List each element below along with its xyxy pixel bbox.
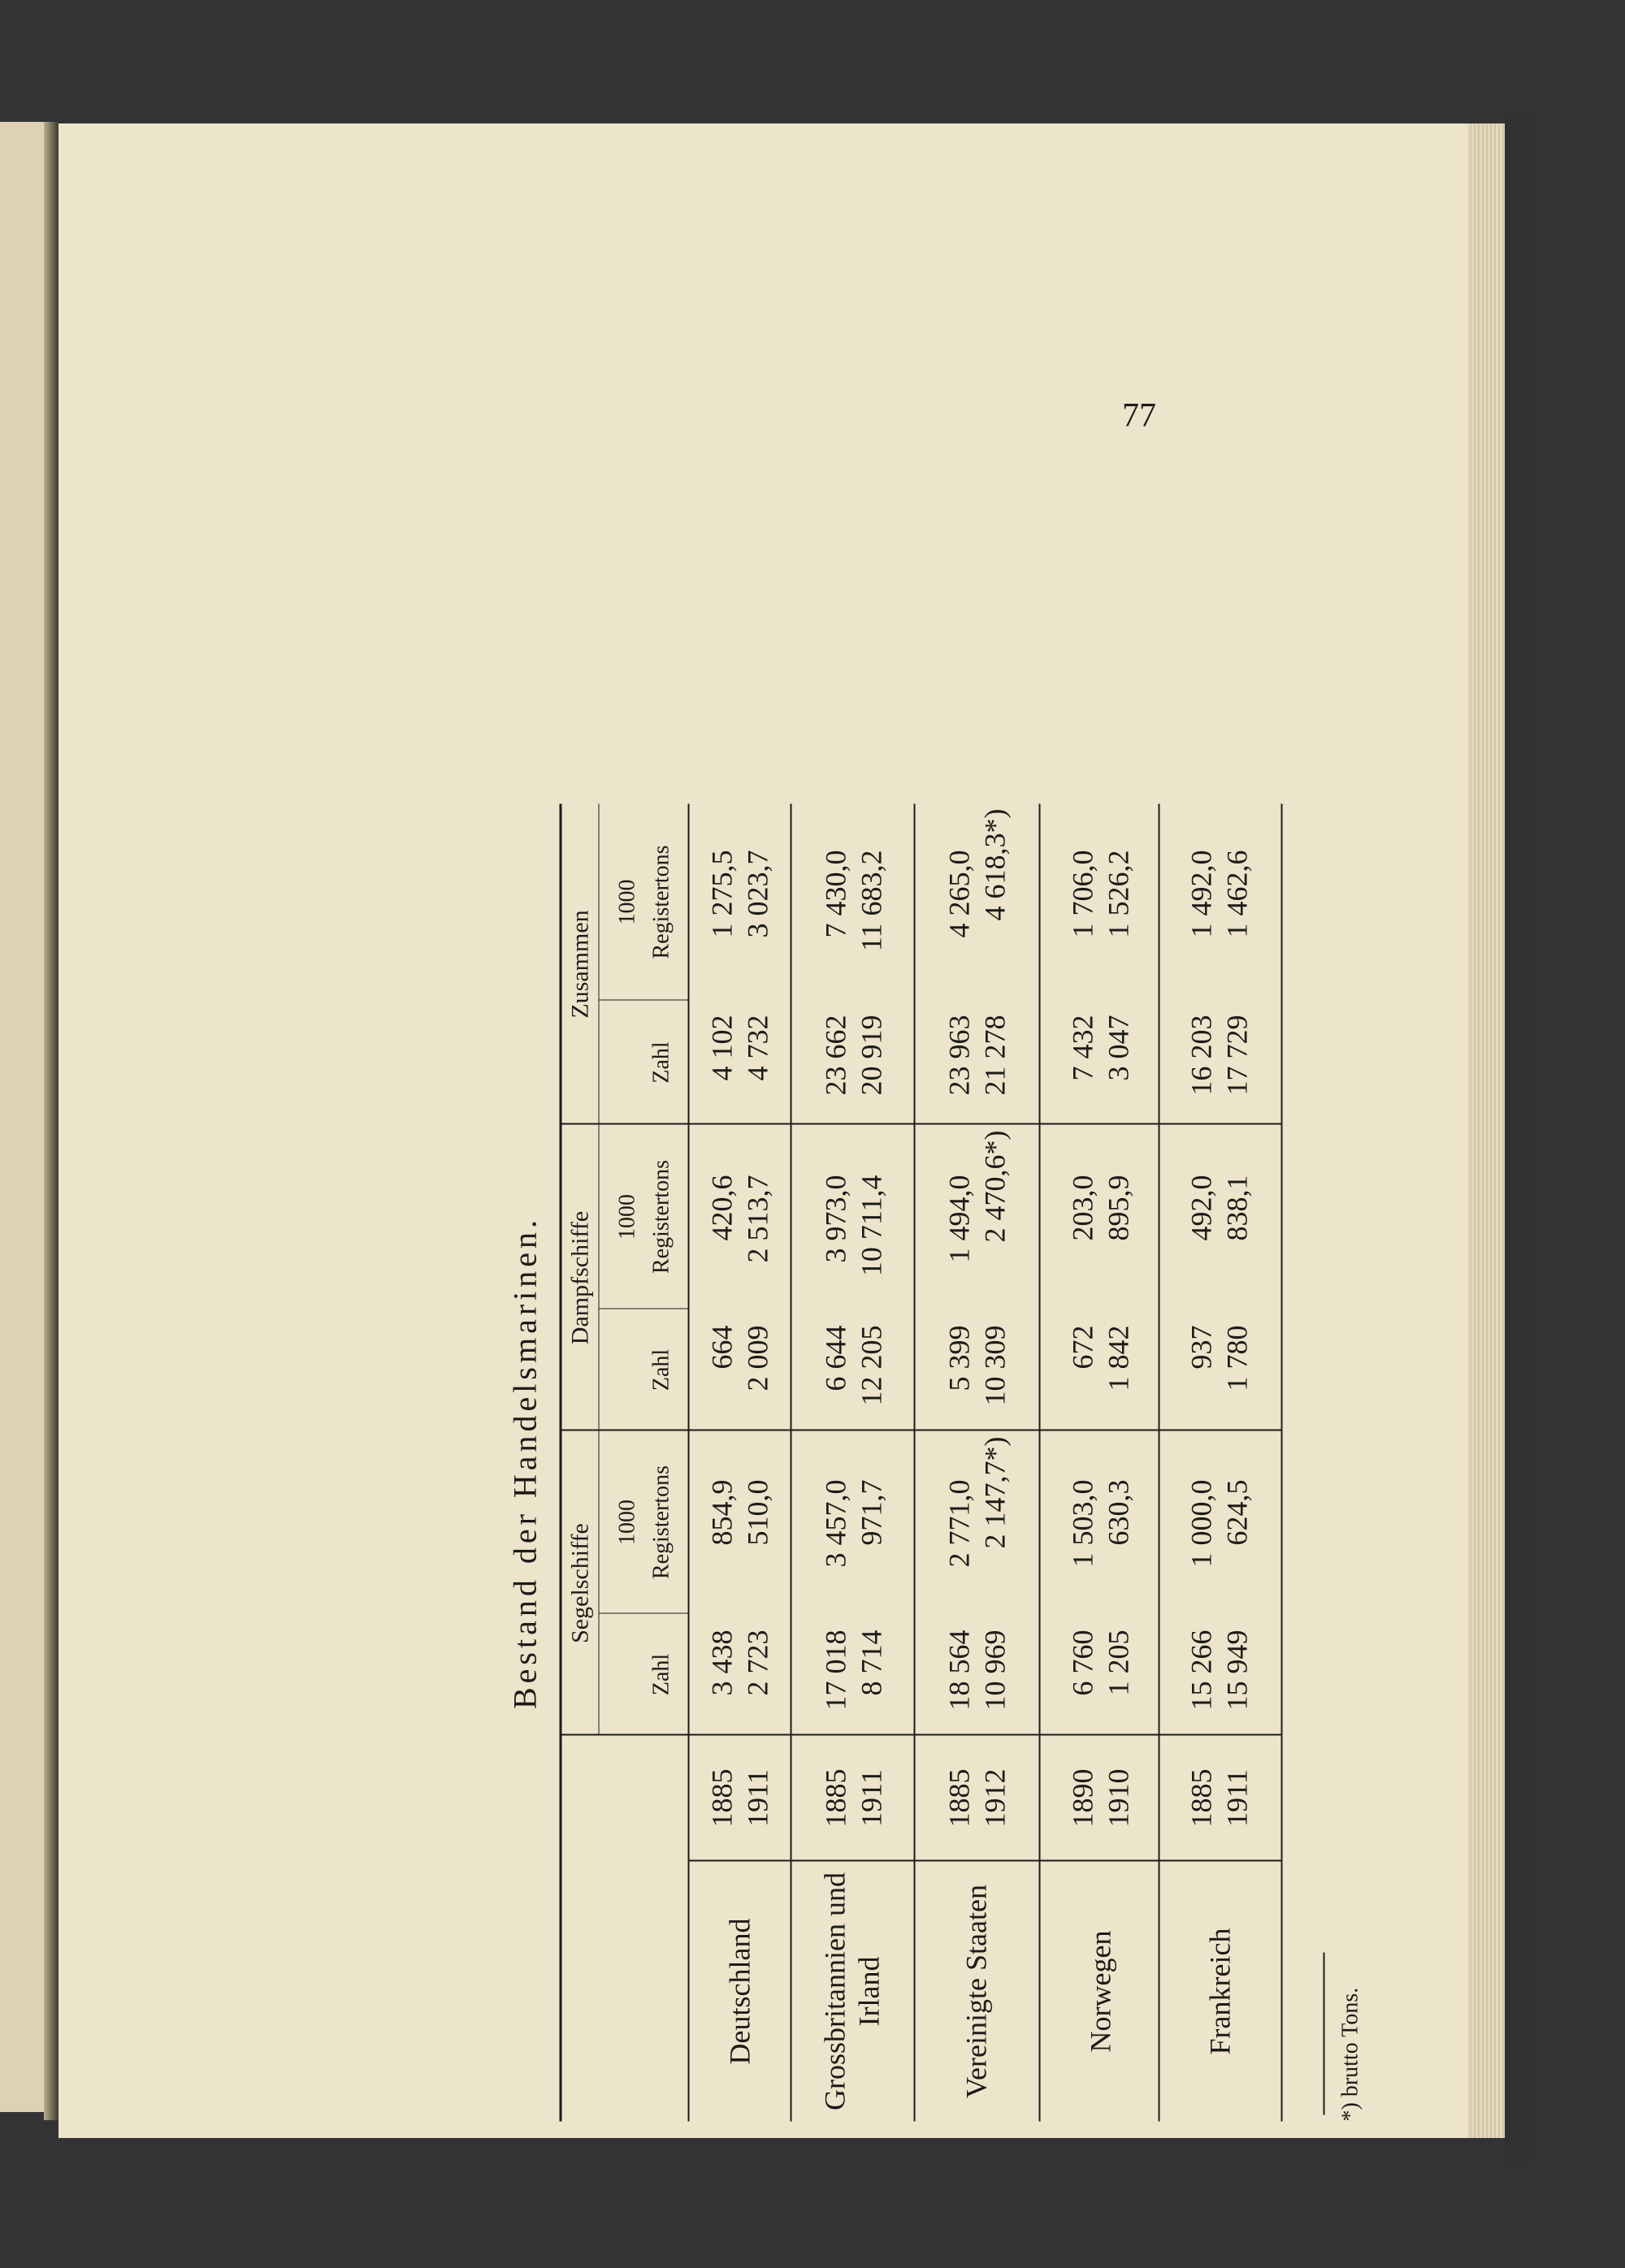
segel-reg-cell: 2 771,0: [942, 1479, 976, 1568]
dampf-zahl-cell: 10 309: [978, 1325, 1012, 1406]
segel-reg-cell: 1 000,0: [1185, 1479, 1218, 1568]
dampf-zahl-cell: 664: [705, 1325, 739, 1370]
segel-reg-cell: 1 503,0: [1066, 1479, 1099, 1568]
zus-zahl-cell: 16 203: [1185, 1015, 1218, 1096]
dampf-reg-cell: 1 494,0: [942, 1175, 976, 1263]
segel-reg-cell: 624,5: [1220, 1479, 1254, 1546]
zus-reg-cell: 1 492,0: [1185, 850, 1218, 938]
dampf-zahl-cell: 5 399: [942, 1325, 976, 1392]
zus-reg-cell: 1 462,6: [1220, 850, 1254, 938]
dampf-reg-cell: 895,9: [1102, 1175, 1135, 1241]
row-rule-4: [1159, 804, 1160, 2122]
rotated-table: [501, 804, 1368, 2122]
dampf-reg-cell: 10 711,4: [855, 1175, 888, 1277]
zus-reg-cell: 4 265,0: [942, 850, 976, 938]
dampf-reg-cell: 420,6: [705, 1175, 739, 1241]
dampf-zahl-cell: 2 009: [741, 1325, 774, 1392]
header-dampf-zahl: Zahl: [648, 1348, 674, 1392]
dampf-zahl-cell: 6 644: [819, 1325, 852, 1392]
zus-zahl-cell: 23 662: [819, 1015, 852, 1096]
header-dampf-reg-top: 1000: [614, 1194, 640, 1240]
year-cell: 1911: [855, 1769, 888, 1827]
segel-zahl-cell: 8 714: [855, 1630, 888, 1696]
segel-reg-cell: 3 457,0: [819, 1479, 852, 1568]
zus-reg-cell: 1 275,5: [705, 850, 739, 938]
dampf-reg-cell: 203,0: [1066, 1175, 1099, 1241]
zus-reg-cell: 7 430,0: [819, 850, 852, 938]
table-top-rule: [560, 804, 562, 2122]
group-header-rule: [599, 804, 600, 1736]
left-page-edge: [0, 122, 50, 2112]
zus-zahl-cell: 3 047: [1102, 1015, 1135, 1081]
segel-reg-cell: 2 147,7*): [978, 1436, 1012, 1549]
header-zusammen: Zusammen: [566, 910, 594, 1019]
country-grossbritannien: Grossbritannien und Irland: [818, 1872, 886, 2110]
header-bottom-rule: [688, 804, 690, 2122]
dampf-zahl-cell: 1 842: [1102, 1325, 1135, 1392]
year-cell: 1885: [819, 1768, 852, 1828]
segel-zahl-cell: 6 760: [1066, 1630, 1099, 1696]
header-zus-reg-bottom: Registertons: [648, 845, 674, 959]
page-number: 77: [1122, 397, 1156, 435]
segel-reg-cell: 854,9: [705, 1479, 739, 1546]
footnote: *) brutto Tons.: [1337, 1987, 1363, 2122]
zus-reg-cell: 4 618,3*): [978, 808, 1012, 921]
year-cell: 1911: [1220, 1769, 1254, 1827]
zus-reg-cell: 11 683,2: [855, 850, 888, 952]
row-rule-2: [914, 804, 916, 2122]
segel-zahl-cell: 15 949: [1220, 1630, 1254, 1711]
zus-reg-cell: 3 023,7: [741, 850, 774, 938]
zus-zahl-cell: 17 729: [1220, 1015, 1254, 1096]
dampf-reg-cell: 492,0: [1185, 1175, 1218, 1241]
year-cell: 1910: [1102, 1768, 1135, 1828]
merchant-fleet-table: [560, 804, 1348, 2122]
header-zus-zahl: Zahl: [648, 1041, 674, 1084]
segel-reg-cell: 510,0: [741, 1479, 774, 1546]
zus-reg-cell: 1 526,2: [1102, 850, 1135, 938]
header-segel-reg-top: 1000: [614, 1500, 640, 1545]
segel-zahl-cell: 2 723: [741, 1630, 774, 1696]
dampf-reg-cell: 2 470,6*): [978, 1130, 1012, 1243]
zus-reg-cell: 1 706,0: [1066, 850, 1099, 938]
zus-zahl-cell: 7 432: [1066, 1015, 1099, 1081]
year-cell: 1890: [1066, 1768, 1099, 1828]
header-segel-zahl: Zahl: [648, 1653, 674, 1696]
year-cell: 1911: [741, 1769, 774, 1827]
row-rule-1: [791, 804, 792, 2122]
header-segelschiffe: Segelschiffe: [566, 1523, 594, 1643]
dampf-zahl-cell: 937: [1185, 1325, 1218, 1370]
header-segel-reg-bottom: Registertons: [648, 1465, 674, 1579]
dampf-zahl-cell: 12 205: [855, 1325, 888, 1406]
table-bottom-rule: [1281, 804, 1283, 2122]
country-deutschland: Deutschland: [723, 1918, 756, 2065]
segel-zahl-cell: 10 969: [978, 1630, 1012, 1711]
row-rule-3: [1039, 804, 1041, 2122]
country-norwegen: Norwegen: [1084, 1930, 1117, 2053]
segel-reg-cell: 971,7: [855, 1479, 888, 1546]
dampf-reg-cell: 2 513,7: [741, 1175, 774, 1263]
segel-zahl-cell: 17 018: [819, 1630, 852, 1711]
year-cell: 1885: [942, 1768, 976, 1828]
zus-zahl-cell: 21 278: [978, 1015, 1012, 1096]
country-frankreich: Frankreich: [1203, 1928, 1237, 2055]
book-cover-edge: [1505, 114, 1529, 2161]
dampf-zahl-cell: 672: [1066, 1325, 1099, 1370]
header-zus-reg-top: 1000: [614, 879, 640, 925]
segel-zahl-cell: 15 266: [1185, 1630, 1218, 1711]
segel-zahl-cell: 18 564: [942, 1630, 976, 1711]
segel-zahl-cell: 3 438: [705, 1630, 739, 1696]
zus-zahl-cell: 20 919: [855, 1015, 888, 1096]
book-gutter: [44, 122, 58, 2120]
year-cell: 1912: [978, 1768, 1012, 1828]
country-vereinigte-staaten: Vereinigte Staaten: [960, 1885, 993, 2098]
page-stack-edge: [1467, 123, 1505, 2138]
zus-zahl-cell: 4 102: [705, 1015, 739, 1081]
dampf-zahl-cell: 1 780: [1220, 1325, 1254, 1392]
dampf-reg-cell: 838,1: [1220, 1175, 1254, 1241]
segel-reg-cell: 630,3: [1102, 1479, 1135, 1546]
year-cell: 1885: [1185, 1768, 1218, 1828]
dampf-reg-cell: 3 973,0: [819, 1175, 852, 1263]
segel-zahl-cell: 1 205: [1102, 1630, 1135, 1696]
header-dampfschiffe: Dampfschiffe: [566, 1210, 594, 1345]
zus-zahl-cell: 23 963: [942, 1015, 976, 1096]
year-cell: 1885: [705, 1768, 739, 1828]
table-title: Bestand der Handelsmarinen.: [506, 1215, 544, 1710]
header-dampf-reg-bottom: Registertons: [648, 1160, 674, 1274]
zus-zahl-cell: 4 732: [741, 1015, 774, 1081]
footnote-rule: [1324, 1953, 1325, 2115]
